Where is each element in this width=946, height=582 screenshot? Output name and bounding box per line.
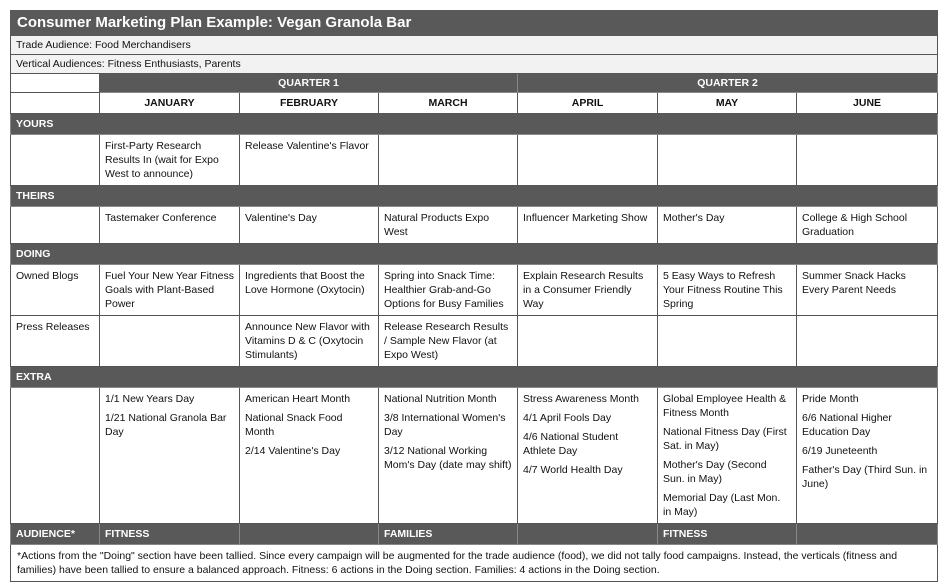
plan-cell — [379, 316, 518, 367]
plan-cell — [658, 207, 797, 244]
press-releases-row — [11, 316, 938, 367]
month-header: JUNE — [797, 93, 938, 114]
plan-cell — [658, 265, 797, 316]
plan-cell — [379, 135, 518, 186]
cell-entry: 3/12 National Working Mom's Day (date may shift) — [384, 445, 512, 471]
cell-entry: Memorial Day (Last Mon. in May) — [663, 492, 781, 518]
cell-entry: Valentine's Day — [245, 212, 317, 224]
cell-entry: Summer Snack Hacks Every Parent Needs — [802, 270, 906, 296]
quarter-header-row — [11, 74, 938, 93]
cell-entry: Ingredients that Boost the Love Hormone (Oxytocin) — [245, 270, 365, 296]
quarter-corner-cell — [11, 74, 100, 93]
plan-cell — [240, 388, 379, 524]
month-header-row — [11, 93, 938, 114]
cell-entry: Stress Awareness Month — [523, 393, 639, 405]
section-header-extra — [11, 367, 938, 388]
section-header-theirs — [11, 186, 938, 207]
plan-cell — [797, 316, 938, 367]
cell-entry: Announce New Flavor with Vitamins D & C (Oxytocin Stimulants) — [245, 321, 370, 361]
cell-entry: Global Employee Health & Fitness Month — [663, 393, 787, 419]
theirs-row — [11, 207, 938, 244]
plan-cell — [518, 135, 658, 186]
cell-entry: 4/1 April Fools Day — [523, 412, 612, 424]
cell-entry: College & High School Graduation — [802, 212, 908, 238]
cell-entry: Influencer Marketing Show — [523, 212, 648, 224]
row-label-cell — [11, 388, 100, 524]
audience-cell: FITNESS — [658, 524, 797, 545]
extra-row — [11, 388, 938, 524]
cell-entry: 6/19 Juneteenth — [802, 445, 878, 457]
cell-entry: First-Party Research Results In (wait for Expo West to announce) — [105, 140, 219, 180]
cell-entry: Father's Day (Third Sun. in June) — [802, 464, 928, 490]
section-label: YOURS — [11, 114, 938, 135]
cell-entry: 4/7 World Health Day — [523, 464, 623, 476]
plan-cell — [379, 388, 518, 524]
plan-cell — [100, 135, 240, 186]
plan-cell — [518, 316, 658, 367]
plan-cell — [100, 388, 240, 524]
trade-audience: Trade Audience: Food Merchandisers — [11, 36, 938, 55]
plan-cell — [797, 388, 938, 524]
section-header-yours — [11, 114, 938, 135]
row-label-owned-blogs: Owned Blogs — [11, 265, 100, 316]
cell-entry: Tastemaker Conference — [105, 212, 217, 224]
month-header: MAY — [658, 93, 797, 114]
plan-cell — [658, 135, 797, 186]
plan-cell — [379, 265, 518, 316]
cell-entry: National Nutrition Month — [384, 393, 497, 405]
audience-cell — [797, 524, 938, 545]
section-label: THEIRS — [11, 186, 938, 207]
cell-entry: 6/6 National Higher Education Day — [802, 412, 892, 438]
audience-cell — [518, 524, 658, 545]
cell-entry: Fuel Your New Year Fitness Goals with Plant-Based Power — [105, 270, 234, 310]
plan-cell — [518, 265, 658, 316]
month-header: JANUARY — [100, 93, 240, 114]
cell-entry: Release Valentine's Flavor — [245, 140, 369, 152]
cell-entry: American Heart Month — [245, 393, 351, 405]
cell-entry: 5 Easy Ways to Refresh Your Fitness Routine This Spring — [663, 270, 783, 310]
cell-entry: Explain Research Results in a Consumer Friendly Way — [523, 270, 644, 310]
footnote-row — [11, 545, 938, 582]
plan-cell — [240, 316, 379, 367]
plan-cell — [518, 388, 658, 524]
audience-cell: FITNESS — [100, 524, 240, 545]
plan-cell — [100, 316, 240, 367]
cell-entry: Spring into Snack Time: Healthier Grab-and-Go Options for Busy Families — [384, 270, 504, 310]
cell-entry: Release Research Results / Sample New Flavor (at Expo West) — [384, 321, 509, 361]
footnote: *Actions from the "Doing" section have been tallied. Since every campaign will be augmented for the trade audience (food), we did not tally food campaigns. Instead, the verticals (fitness and families) have been tallied to ensure a balanced approach. Fitness: 6 actions in the Doing section. Families: 4 actions in the Doing section. — [11, 545, 938, 582]
cell-entry: Natural Products Expo West — [384, 212, 490, 238]
audience-label: AUDIENCE* — [11, 524, 100, 545]
marketing-plan — [10, 10, 937, 582]
trade-audience-row — [11, 36, 938, 55]
section-label: EXTRA — [11, 367, 938, 388]
cell-entry: Mother's Day (Second Sun. in May) — [663, 459, 767, 485]
page-title: Consumer Marketing Plan Example: Vegan Granola Bar — [11, 11, 938, 36]
section-header-doing — [11, 244, 938, 265]
cell-entry: 1/21 National Granola Bar Day — [105, 412, 227, 438]
plan-cell — [797, 207, 938, 244]
plan-cell — [100, 207, 240, 244]
cell-entry: Pride Month — [802, 393, 859, 405]
cell-entry: Mother's Day — [663, 212, 725, 224]
plan-cell — [379, 207, 518, 244]
cell-entry: 4/6 National Student Athlete Day — [523, 431, 619, 457]
month-header: FEBRUARY — [240, 93, 379, 114]
audience-cell — [240, 524, 379, 545]
audience-cell: FAMILIES — [379, 524, 518, 545]
audience-row — [11, 524, 938, 545]
plan-cell — [518, 207, 658, 244]
row-label-press-releases: Press Releases — [11, 316, 100, 367]
section-label: DOING — [11, 244, 938, 265]
plan-cell — [658, 316, 797, 367]
cell-entry: 2/14 Valentine's Day — [245, 445, 341, 457]
owned-blogs-row — [11, 265, 938, 316]
plan-cell — [240, 265, 379, 316]
row-label-cell — [11, 207, 100, 244]
cell-entry: National Fitness Day (First Sat. in May) — [663, 426, 787, 452]
yours-row — [11, 135, 938, 186]
cell-entry: National Snack Food Month — [245, 412, 343, 438]
plan-cell — [797, 135, 938, 186]
month-header: APRIL — [518, 93, 658, 114]
quarter-2-header: QUARTER 2 — [518, 74, 938, 93]
quarter-1-header: QUARTER 1 — [100, 74, 518, 93]
month-header: MARCH — [379, 93, 518, 114]
month-corner-cell — [11, 93, 100, 114]
title-row — [11, 11, 938, 36]
plan-cell — [658, 388, 797, 524]
plan-cell — [100, 265, 240, 316]
vertical-audiences: Vertical Audiences: Fitness Enthusiasts, Parents — [11, 55, 938, 74]
plan-cell — [240, 135, 379, 186]
vertical-audiences-row — [11, 55, 938, 74]
row-label-cell — [11, 135, 100, 186]
cell-entry: 1/1 New Years Day — [105, 393, 195, 405]
plan-cell — [240, 207, 379, 244]
cell-entry: 3/8 International Women's Day — [384, 412, 506, 438]
plan-cell — [797, 265, 938, 316]
marketing-plan-table — [10, 10, 938, 582]
